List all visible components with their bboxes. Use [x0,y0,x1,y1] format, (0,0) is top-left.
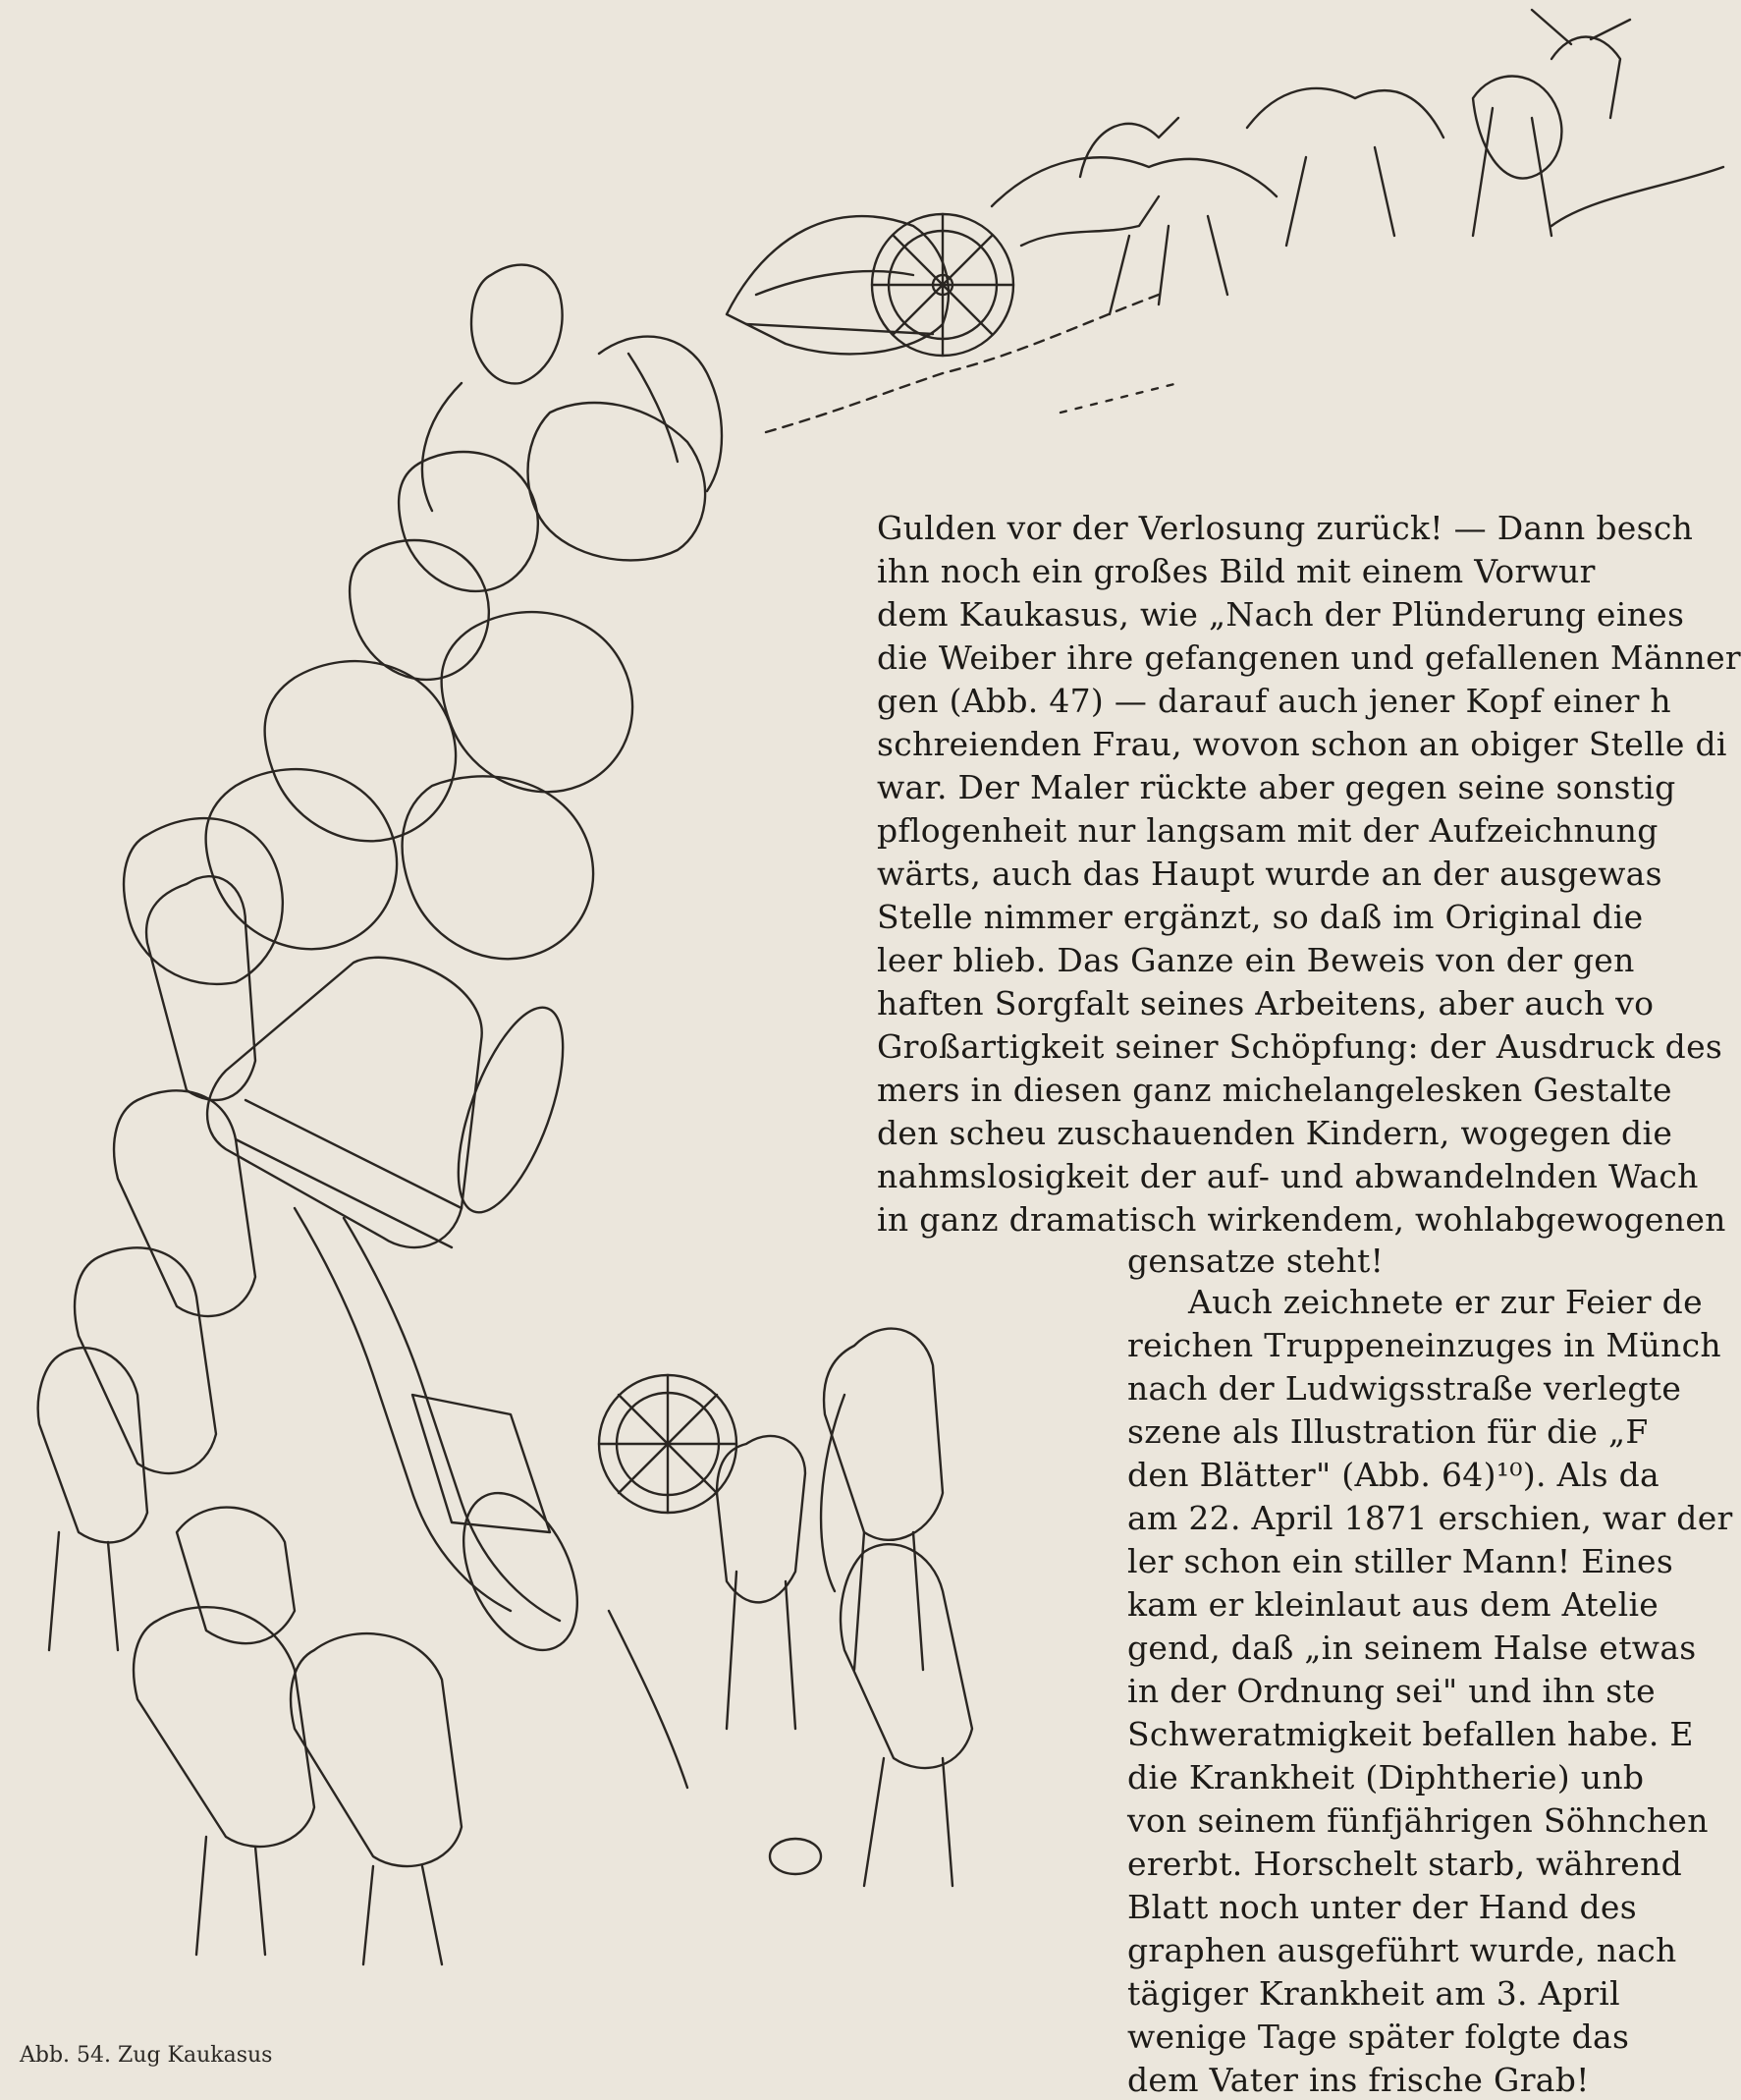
text-line: mers in diesen ganz michelangelesken Gestalte [877,1071,1672,1109]
text-line: in ganz dramatisch wirkendem, wohlabgewogenen [877,1200,1726,1239]
text-line: dem Vater ins frische Grab! [1127,2061,1590,2099]
text-line: dem Kaukasus, wie „Nach der Plünderung eines [877,595,1685,634]
text-line: gensatze steht! [1127,1242,1385,1280]
text-line: pflogenheit nur langsam mit der Aufzeichnung [877,811,1659,850]
text-line: Gulden vor der Verlosung zurück! — Dann besch [877,509,1694,547]
text-line: Blatt noch unter der Hand des [1127,1888,1637,1926]
text-line: Auch zeichnete er zur Feier de [1188,1283,1703,1321]
text-line: graphen ausgeführt wurde, nach [1127,1931,1677,1969]
text-line: den scheu zuschauenden Kindern, wogegen die [877,1114,1673,1152]
text-line: leer blieb. Das Ganze ein Beweis von der gen [877,941,1635,979]
text-line: am 22. April 1871 erschien, war der [1127,1499,1733,1537]
text-line: gen (Abb. 47) — darauf auch jener Kopf einer h [877,682,1671,720]
text-line: haften Sorgfalt seines Arbeitens, aber auch vo [877,984,1655,1022]
text-line: schreienden Frau, wovon schon an obiger Stelle di [877,725,1727,763]
text-line: nach der Ludwigsstraße verlegte [1127,1369,1682,1408]
text-line: ler schon ein stiller Mann! Eines [1127,1542,1674,1580]
figure-caption: Abb. 54. Zug Kaukasus [20,2043,273,2068]
text-line: Großartigkeit seiner Schöpfung: der Ausdruck des [877,1027,1723,1066]
text-line: szene als Illustration für die „F [1127,1412,1649,1451]
text-line: die Krankheit (Diphtherie) unb [1127,1758,1645,1796]
text-line: Schweratmigkeit befallen habe. E [1127,1715,1694,1753]
text-line: gend, daß „in seinem Halse etwas [1127,1629,1697,1667]
text-line: von seinem fünfjährigen Söhnchen [1127,1801,1709,1840]
text-line: nahmslosigkeit der auf- und abwandelnden Wach [877,1157,1699,1195]
text-line: ihn noch ein großes Bild mit einem Vorwur [877,552,1596,590]
text-line: Stelle nimmer ergänzt, so daß im Original die [877,898,1644,936]
text-line: in der Ordnung sei" und ihn ste [1127,1672,1656,1710]
text-line: war. Der Maler rückte aber gegen seine sonstig [877,768,1676,806]
text-line: tägiger Krankheit am 3. April [1127,1974,1620,2013]
text-line: kam er kleinlaut aus dem Atelie [1127,1585,1659,1624]
text-line: wenige Tage später folgte das [1127,2017,1630,2056]
text-line: den Blätter" (Abb. 64)¹⁰). Als da [1127,1456,1659,1494]
text-line: wärts, auch das Haupt wurde an der ausgewas [877,855,1662,893]
text-line: reichen Truppeneinzuges in Münch [1127,1326,1721,1364]
text-line: ererbt. Horschelt starb, während [1127,1845,1683,1883]
text-line: die Weiber ihre gefangenen und gefallenen Männer [877,638,1741,677]
